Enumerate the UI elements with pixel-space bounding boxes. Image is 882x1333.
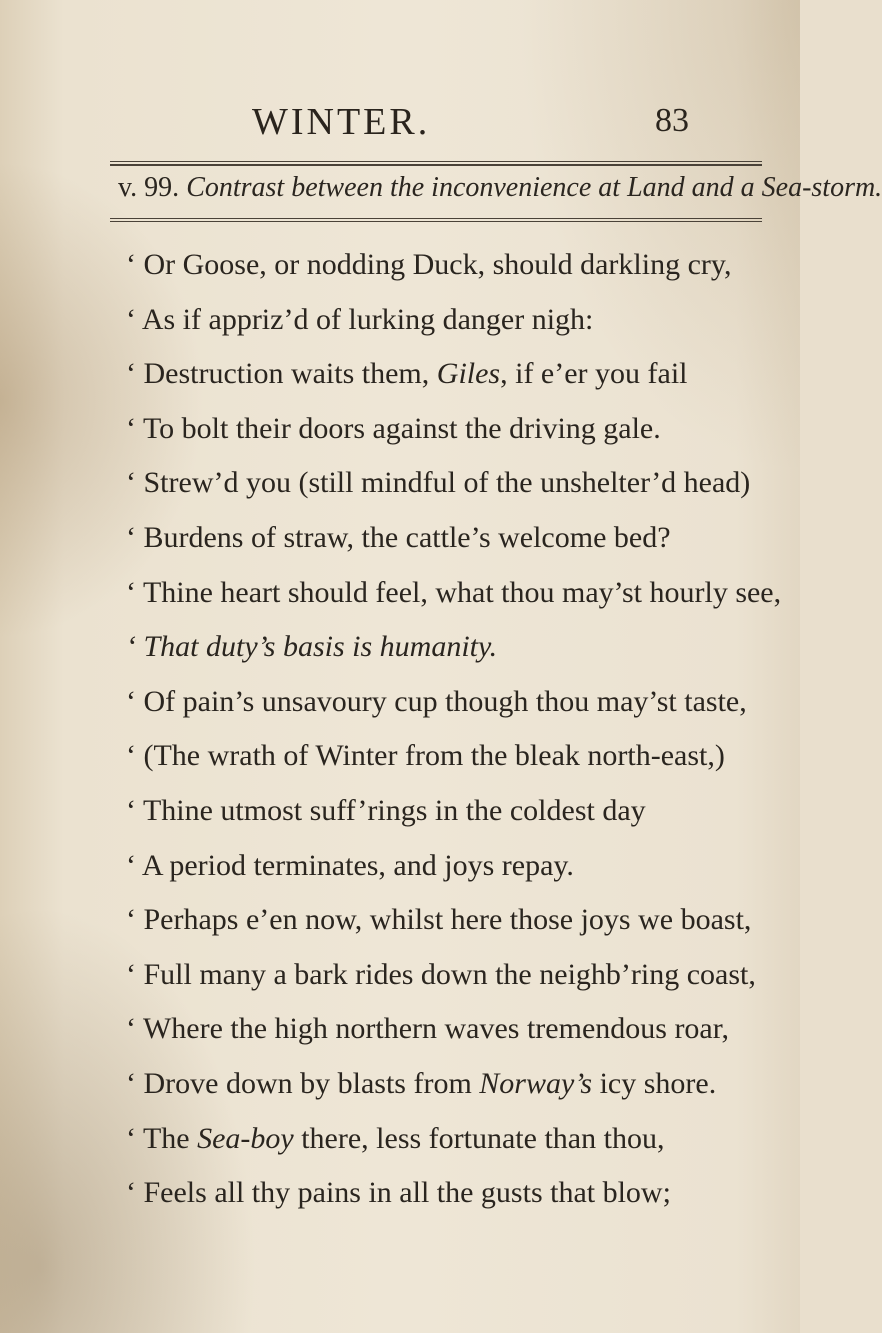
page-header bbox=[0, 100, 800, 150]
argument-description: Contrast between the inconvenience at Land and a Sea-storm. bbox=[186, 172, 882, 203]
poem-line-text: ‘ Drove down by blasts from bbox=[126, 1066, 480, 1100]
poem-line bbox=[126, 347, 796, 402]
poem-line-text: ‘ Or Goose, or nodding Duck, should darkling cry, bbox=[126, 248, 732, 281]
poem-line-text: ‘ Thine utmost suff’rings in the coldest day bbox=[126, 793, 646, 827]
poem-line-italic-text: ‘ That duty’s basis is humanity. bbox=[126, 630, 498, 664]
poem-line bbox=[126, 1057, 796, 1112]
poem-line-text: ‘ The bbox=[126, 1121, 198, 1155]
poem-line-text: ‘ To bolt their doors against the driving gale. bbox=[126, 411, 661, 445]
poem-line-text: ‘ Strew’d you (still mindful of the unshelter’d head) bbox=[126, 466, 751, 500]
top-rule bbox=[110, 161, 762, 162]
poem-line-text: ‘ As if appriz’d of lurking danger nigh: bbox=[126, 302, 594, 336]
page-number: 83 bbox=[655, 102, 689, 139]
poem-line bbox=[126, 948, 796, 1003]
poem-line-text: ‘ Full many a bark rides down the neighb’ring coast, bbox=[126, 957, 756, 991]
poem-line-text: ‘ Where the high northern waves tremendous roar, bbox=[126, 1012, 730, 1046]
poem-line-italic-text: Sea-boy bbox=[197, 1121, 294, 1155]
poem-line-text: ‘ (The wrath of Winter from the bleak north-east,) bbox=[126, 739, 725, 773]
poem-line bbox=[126, 511, 796, 566]
poem-line bbox=[126, 839, 796, 894]
poem-line-text: ‘ Perhaps e’en now, whilst here those joys we boast, bbox=[126, 903, 752, 937]
poem-line bbox=[126, 1002, 796, 1057]
bottom-rule bbox=[110, 218, 762, 219]
poem-line bbox=[126, 238, 796, 293]
poem-line bbox=[126, 729, 796, 784]
poem-line bbox=[126, 620, 796, 675]
poem-line-text: ‘ Of pain’s unsavoury cup though thou may’st taste, bbox=[126, 684, 747, 718]
verse-reference: v. 99. bbox=[118, 172, 180, 203]
poem-line-text: , if e’er you fail bbox=[500, 357, 688, 391]
poem-line-text: there, less fortunate than thou, bbox=[293, 1121, 665, 1155]
poem-line-italic-text: Norway’s bbox=[479, 1066, 593, 1100]
poem-line-text: ‘ Burdens of straw, the cattle’s welcome bed? bbox=[126, 520, 671, 554]
bottom-rule-thin bbox=[110, 221, 762, 222]
argument-heading bbox=[118, 172, 882, 204]
poem-line-text: ‘ A period terminates, and joys repay. bbox=[126, 848, 574, 882]
poem-line-text: icy shore. bbox=[592, 1066, 717, 1100]
poem-line bbox=[126, 402, 796, 457]
poem-line-text: ‘ Feels all thy pains in all the gusts that blow; bbox=[126, 1176, 671, 1210]
poem-line-text: ‘ Thine heart should feel, what thou may’st hourly see, bbox=[126, 575, 782, 609]
top-rule-thick bbox=[110, 164, 762, 166]
poem-line-text: ‘ Destruction waits them, bbox=[126, 357, 437, 391]
poem-line bbox=[126, 293, 796, 348]
poem-body bbox=[126, 238, 796, 1221]
running-title: WINTER. bbox=[252, 101, 431, 143]
poem-line bbox=[126, 456, 796, 511]
poem-line bbox=[126, 566, 796, 621]
poem-line bbox=[126, 893, 796, 948]
poem-line bbox=[126, 1166, 796, 1221]
poem-line-italic-text: Giles bbox=[436, 357, 501, 391]
poem-line bbox=[126, 675, 796, 730]
poem-line bbox=[126, 784, 796, 839]
poem-line bbox=[126, 1112, 796, 1167]
